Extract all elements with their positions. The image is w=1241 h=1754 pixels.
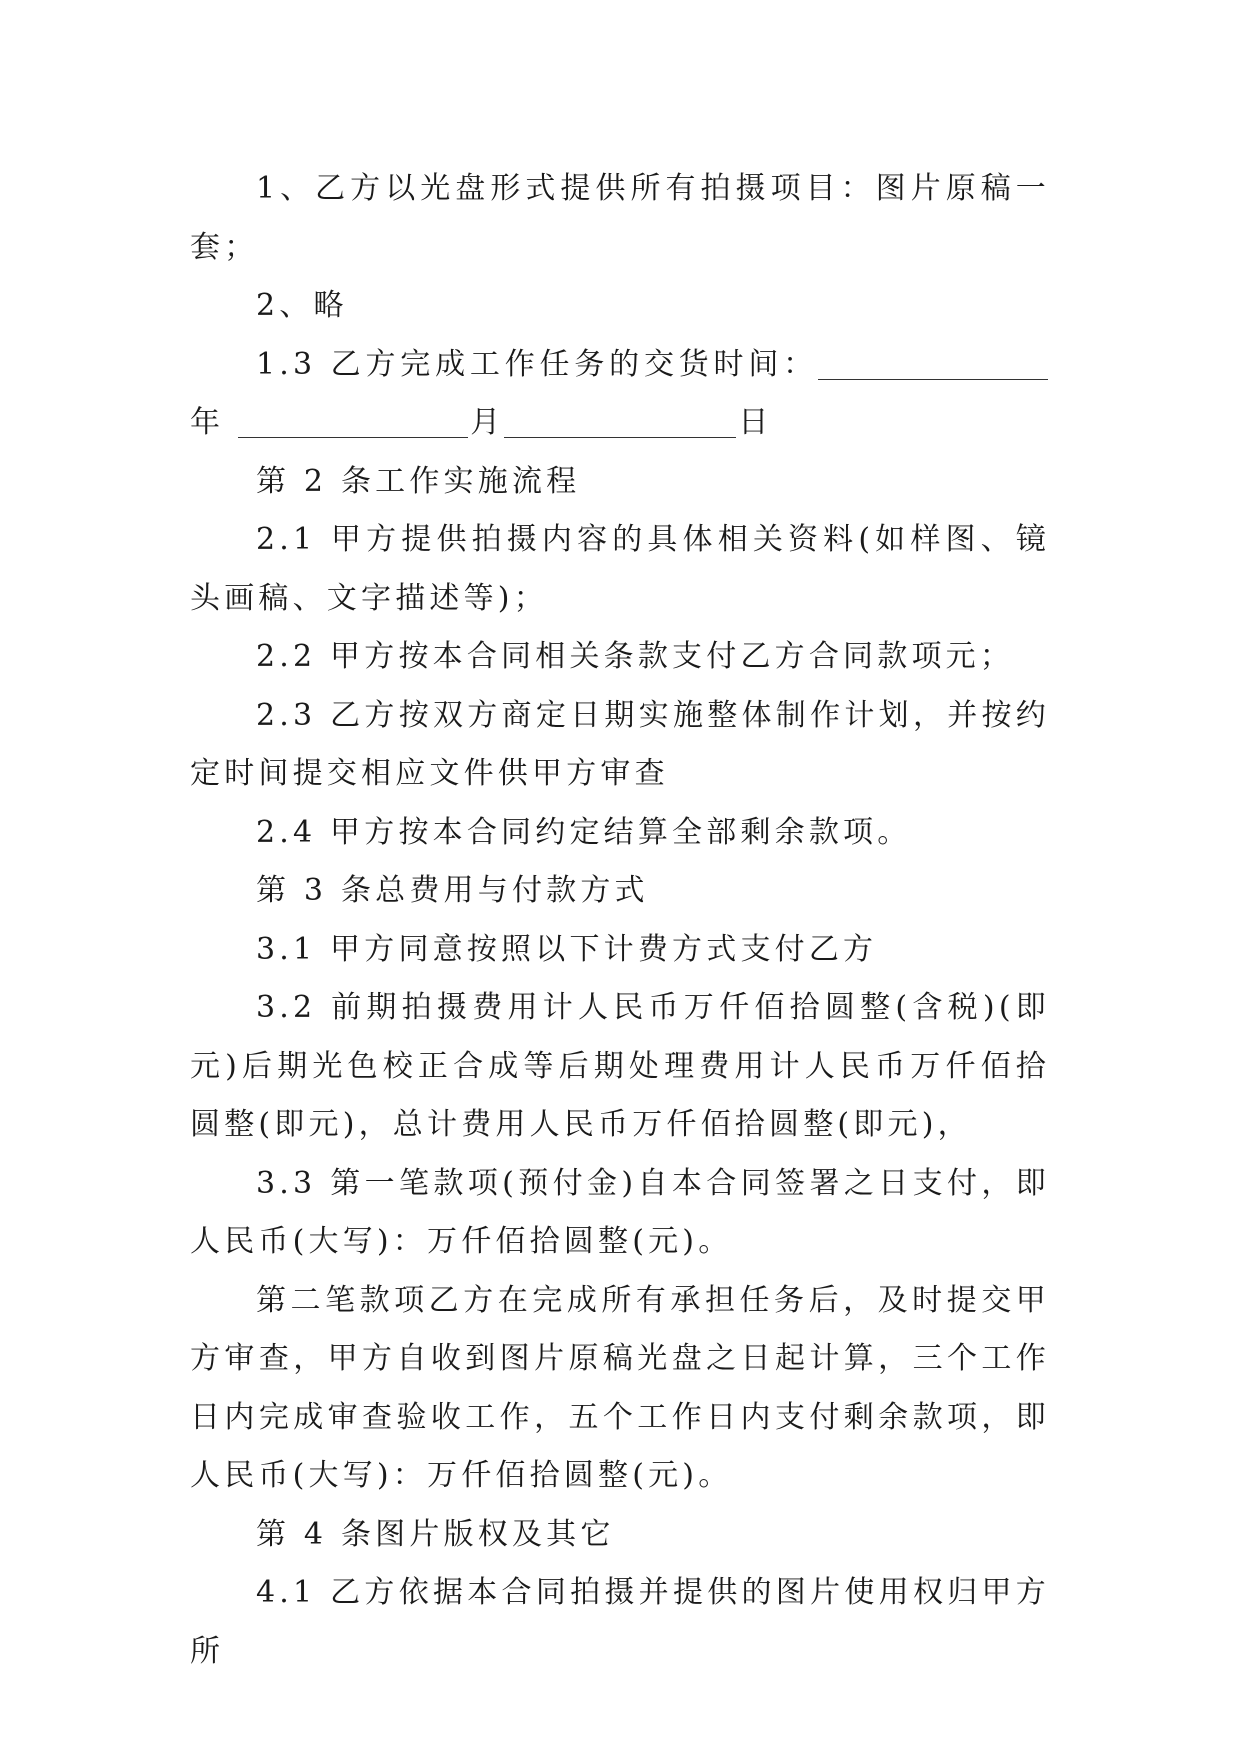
clause-2-3: 2.3 乙方按双方商定日期实施整体制作计划，并按约定时间提交相应文件供甲方审查 — [190, 697, 1050, 791]
document-body — [190, 160, 1050, 1681]
day-blank — [504, 407, 736, 438]
section-4-title: 第 4 条图片版权及其它 — [256, 1516, 615, 1552]
day-label: 日 — [738, 405, 773, 440]
clause-3-second-payment: 第二笔款项乙方在完成所有承担任务后，及时提交甲方审查，甲方自收到图片原稿光盘之日起计算，三个工作日内完成审查验收工作，五个工作日内支付剩余款项，即人民币(大写)：万仟佰拾圆整(元)。 — [190, 1282, 1050, 1493]
paragraph-1: 1、乙方以光盘形式提供所有拍摄项目：图片原稿一套； — [190, 171, 1050, 265]
clause-2-4: 2.4 甲方按本合同约定结算全部剩余款项。 — [256, 814, 912, 850]
section-2-title: 第 2 条工作实施流程 — [256, 463, 581, 499]
delivery-time-paragraph — [190, 336, 1050, 453]
delivery-time-label: 1.3 乙方完成工作任务的交货时间： — [256, 346, 818, 382]
month-label: 月 — [470, 405, 505, 440]
clause-3-1: 3.1 甲方同意按照以下计费方式支付乙方 — [256, 931, 878, 967]
clause-3-3: 3.3 第一笔款项(预付金)自本合同签署之日支付，即人民币(大写)：万仟佰拾圆整(元)。 — [190, 1165, 1050, 1259]
section-3-title: 第 3 条总费用与付款方式 — [256, 873, 649, 908]
year-label: 年 — [190, 405, 225, 440]
clause-4-1: 4.1 乙方依据本合同拍摄并提供的图片使用权归甲方所 — [190, 1575, 1050, 1669]
paragraph-2: 2、略 — [256, 288, 348, 323]
clause-2-2: 2.2 甲方按本合同相关条款支付乙方合同款项元； — [256, 639, 1015, 674]
clause-3-2: 3.2 前期拍摄费用计人民币万仟佰拾圆整(含税)(即元)后期光色校正合成等后期处理费用计人民币万仟佰拾圆整(即元)，总计费用人民币万仟佰拾圆整(即元)， — [190, 990, 1050, 1142]
clause-2-1: 2.1 甲方提供拍摄内容的具体相关资料(如样图、镜头画稿、文字描述等)； — [190, 522, 1050, 616]
month-blank — [238, 407, 468, 438]
year-blank — [818, 349, 1048, 380]
